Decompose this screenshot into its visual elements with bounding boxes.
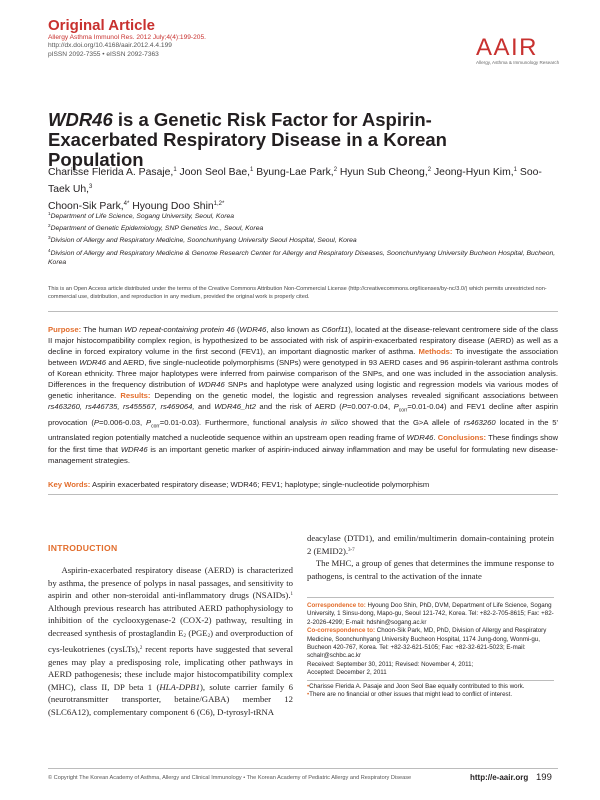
note-text: There are no financial or other issues that might lead to conflict of interest. [309,691,513,699]
footer-divider [48,768,558,769]
abstract-haplotype: WDR46_ht2 [214,402,256,412]
body-column-right [307,532,554,582]
abstract-italic: in silico [321,417,348,427]
author: Charisse Flerida A. Pasaje, [48,167,174,178]
abstract-sub: corr [398,407,408,414]
affiliation-num: 3 [48,235,51,241]
author-sup: 1 [173,167,177,173]
author: Hyun Sub Cheong, [337,167,428,178]
author-list [48,163,548,214]
affiliation-text: Department of Life Science, Sogang University, Seoul, Korea [50,213,235,220]
abstract-gene: WD repeat-containing protein 46 [124,325,235,334]
abstract-text: Depending on the genetic model, the logistic and regression analyses revealed significant associations between [150,391,558,401]
abstract-text: ( [234,325,240,334]
affiliation [48,209,558,221]
author-sup: 1 [250,167,254,173]
gene-name: HLA-DPB1 [159,681,200,692]
body-text: ) and overproduction of cys-leukotrienes (cysLTs), [48,627,293,655]
logo-subtitle: Allergy, Asthma & Immunology Research [476,60,560,65]
abstract-p: P [393,402,399,412]
article-header [48,17,408,59]
methods-label: Methods: [418,347,453,357]
abstract-p: P [341,402,347,412]
affiliation [48,233,558,245]
author: Byung-Lae Park, [253,167,334,178]
co-correspondence-text: Choon-Sik Park, MD, PhD, Division of Allergy and Respiratory Medicine, Soonchunhyang University Bucheon Hospital, 1174 Jung-dong, Wonmi-gu, Bucheon 420-767, Korea. Tel: +82-32-621-5105; Fax: +82-32-621-5023; E-mail: schalr@schbc.ac.kr [307,627,547,660]
citation[interactable]: 1 [290,592,293,598]
affiliation-text: Division of Allergy and Respiratory Medicine & Genome Research Center for Allergy and Respiratory Diseases, Soonchunhyang University Bucheon Hospital, Bucheon, Korea [48,249,556,266]
keywords [48,479,558,490]
abstract-text: and AERD, five single-nucleotide polymorphisms (SNPs) were genotyped in 93 AERD cases and 96 aspirin-tolerant asthma controls of Korean ethnicity. Three major haplotypes were inferred from pairwise comparison of the SNPs, and one was included in the association analysis. Differences in the frequency distribution of [48,358,558,390]
abstract-p: P [93,417,100,427]
title-gene: WDR46 [48,109,113,130]
doi-link[interactable]: http://dx.doi.org/10.4168/aair.2012.4.4.199 [48,42,172,50]
keywords-label: Key Words: [48,480,91,489]
journal-logo [476,36,576,70]
footer-copyright: © Copyright The Korean Academy of Asthma, Allergy and Clinical Immunology • The Korean Academy of Pediatric Allergy and Respiratory Disease [48,775,412,781]
footer-url-link[interactable]: http://e-aair.org [470,773,529,782]
affiliation-num: 2 [48,223,51,229]
abstract-snps: rs463260 [463,417,496,427]
body-paragraph [48,564,293,719]
results-label: Results: [120,391,151,401]
author-sup: 2 [333,167,338,173]
bullet-icon: • [307,682,310,690]
abstract-p: P [146,417,152,427]
author-sup: 1 [513,167,518,173]
abstract-text: is an important genetic marker of aspirin-induced airway inflammation and may be useful for formulating new disease-management strategies. [48,444,558,465]
body-text: Although previous research has attributed AERD pathophysiology to inhibition of the cyclooxygenase-2 (COX-2) pathway, resulting in decreased synthesis of prostaglandin E [48,602,293,638]
divider [48,311,558,312]
author-sup: 4* [123,201,130,207]
author-sup: 2 [427,167,432,173]
correspondence-text: Hyoung Doo Shin, PhD, DVM, Department of Life Science, Sogang University, 1 Sinsu-dong, Mapo-gu, Seoul 121-742, Korea. Tel: +82-2-705-8615; Fax: +82-2-2026-4299; E-mail: hdshin@sogang.ac.kr [307,602,554,626]
author: Choon-Sik Park, [48,201,124,212]
abstract-sub: corr [151,423,160,430]
body-paragraph [307,532,554,557]
abstract-text: and the risk of AERD ( [255,402,342,412]
received-date: Received: September 30, 2011; Revised: November 4, 2011; [307,660,474,668]
license-statement: This is an Open Access article distributed under the terms of the Creative Commons Attribution Non-Commercial License (http://creativecommons.org/licenses/by-nc/3.0/) which permits unrestricted non-commercial use, distribution, and reproduction in any medium, provided the original work is properly cited. [48,286,547,300]
body-text: (PGE [185,627,208,638]
abstract-text: To investigate the association between [48,347,559,368]
body-text: deacylase (DTD1), and emilin/multimerin domain-containing protein 2 (EMID2). [307,533,554,556]
page-footer [48,773,558,785]
abstract-text: =0.007-0.04, [346,402,394,412]
divider [307,597,554,598]
note-text: Charisse Flerida A. Pasaje and Joon Seol Bae equally contributed to this work. [309,682,525,690]
abstract-gene: C6orf11 [321,325,349,334]
purpose-label: Purpose: [48,325,82,334]
conflict-note [307,691,554,699]
abstract-text: showed that the G>A allele of [347,417,464,427]
co-correspondence-label: Co-correspondence to: [307,627,376,635]
contribution-note [307,683,554,691]
abstract-text: These findings show for the first time that [48,433,559,454]
subscript: 2 [207,633,211,639]
affiliation [48,221,558,233]
abstract-text: , also known as [266,325,322,334]
author-sup: 1,2* [213,201,225,207]
abstract-text: located in the 5' untranslated region potentially matched a nucleotide sequence within an upstream open reading frame of [48,417,558,443]
author: Hyoung Doo Shin [129,201,214,212]
abstract-text: ), located at the disease-relevant centromere side of the class II major histocompatibility complex region, is hypothesized to be associated with risk of aspirin-exacerbated respiratory disease (AERD) as well as a decline in forced expiratory volume in the first second (FEV1), an important diagnostic marker of asthma. [48,325,559,357]
abstract-text: The human [81,325,125,334]
affiliation-list [48,209,558,267]
abstract-text: =0.006-0.03, [99,417,146,427]
abstract-text: and [194,402,215,412]
page-number: 199 [536,772,552,783]
abstract-gene: WDR46 [406,433,434,443]
abstract-text: . [433,433,436,443]
citation[interactable]: 2 [139,646,143,652]
abstract-text: SNPs and haplotype were analyzed using logistic and regression models via various modes of genetic inheritance. [48,380,558,401]
body-text: ), solute carrier family 6 (neurotransmitter transporter, betaine/GABA) member 12 (SLC6A12), complementary component 6 (C6), D-tyrosyl-tRNA [48,681,293,718]
citation[interactable]: 3-7 [348,547,355,553]
keywords-text: Aspirin exacerbated respiratory disease; WDR46; FEV1; haplotype; single-nucleotide polymorphism [90,480,430,489]
journal-citation: Allergy Asthma Immunol Res. 2012 July;4(4):199-205. [48,34,206,41]
affiliation-num: 4 [48,247,51,253]
author: Joon Seol Bae, [176,167,251,178]
body-text: The MHC, a group of genes that determines the immune response to pathogens, is central to the activation of the innate [307,558,555,581]
abstract [48,324,558,466]
correspondence-label: Correspondence to: [307,602,366,609]
article-type: Original Article [48,17,155,34]
abstract-snps: rs463260, rs446735, rs455567, rs469064, [48,402,195,412]
accepted-date: Accepted: December 2, 2011 [307,669,387,677]
logo-wordmark: AAIR [476,34,539,61]
abstract-text: =0.01-0.03). Furthermore, functional analysis [159,417,322,427]
abstract-gene: WDR46 [79,358,106,368]
affiliation-text: Division of Allergy and Respiratory Medicine, Soonchunhyang University Seoul Hospital, Seoul, Korea [50,237,357,245]
body-text: recent reports have suggested that several genes may play a predisposing role, implicating other pathways in AERD pathogenesis; these include major histocompatibility complex (MHC), class II, DP beta 1 ( [48,644,293,692]
issn-line: pISSN 2092-7355 • eISSN 2092-7363 [48,50,159,58]
affiliation [48,246,558,267]
body-paragraph [307,557,554,582]
body-column-left [48,564,293,719]
divider [48,494,558,495]
abstract-text: =0.01-0.04) and FEV1 decline after aspirin provocation ( [48,402,558,427]
section-heading-introduction: INTRODUCTION [48,543,118,553]
co-correspondence [307,627,554,661]
title-rest: is a Genetic Risk Factor for Aspirin-Exacerbated Respiratory Disease in a Korean Population [48,109,447,170]
abstract-gene: WDR46 [198,380,225,390]
body-text: Aspirin-exacerbated respiratory disease (AERD) is characterized by asthma, the presence of polyps in nasal passages, and sensitivity to aspirin and other non-steroidal anti-inflammatory drugs (NSAIDs). [48,565,294,601]
abstract-gene: WDR46 [239,325,267,334]
bullet-icon: • [307,691,310,699]
correspondence [307,602,554,627]
abstract-gene: WDR46 [120,444,148,454]
correspondence-box [307,602,554,699]
conclusions-label: Conclusions: [437,433,487,443]
subscript: 2 [183,633,186,639]
author: Jeong-Hyun Kim, [431,167,514,178]
author-sup: 3 [89,184,93,190]
article-title [48,110,518,170]
affiliation-num: 1 [48,211,51,216]
affiliation-text: Department of Genetic Epidemiology, SNP Genetics Inc., Seoul, Korea [50,225,264,233]
author: Soo-Taek Uh, [48,167,542,195]
divider [307,680,554,681]
